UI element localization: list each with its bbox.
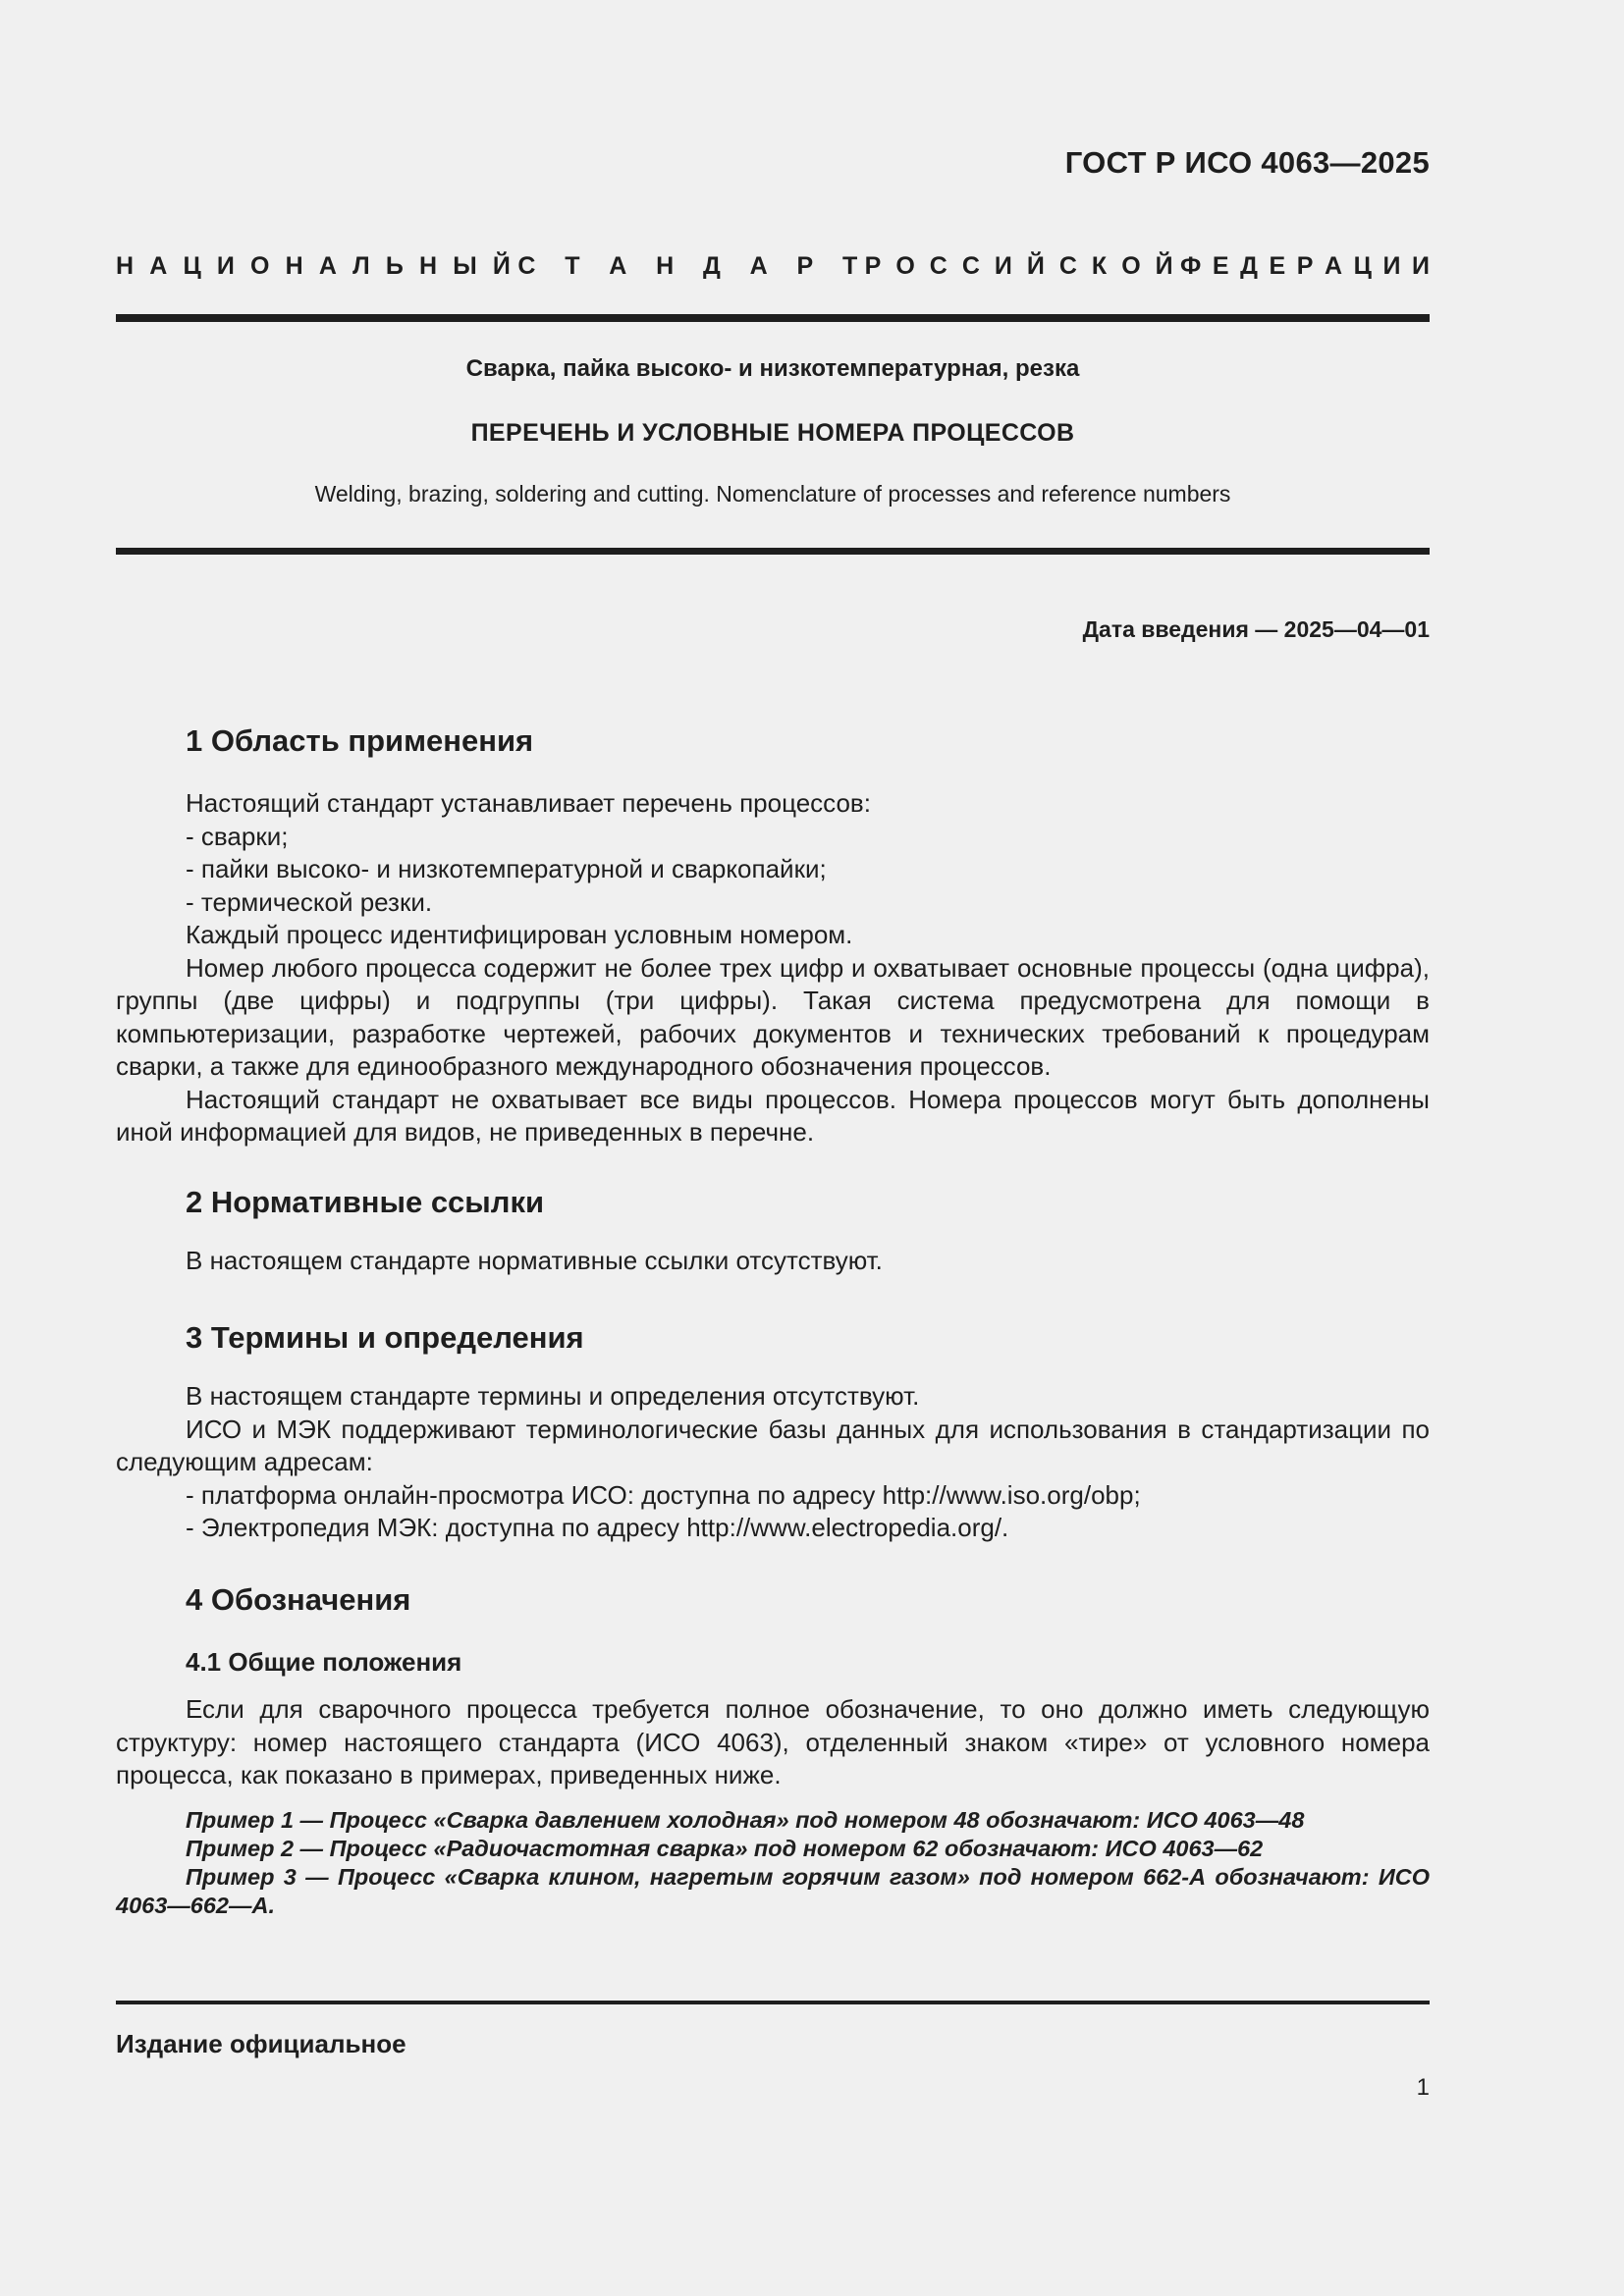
section-2-body xyxy=(116,1245,1430,1278)
example-item: Пример 1 — Процесс «Сварка давлением холодная» под номером 48 обозначают: ИСО 4063—48 xyxy=(186,1807,1305,1833)
page-number: 1 xyxy=(1416,2074,1430,2101)
title-divider xyxy=(116,548,1430,555)
document-title-english: Welding, brazing, soldering and cutting. Nomenclature of processes and reference numbers xyxy=(314,481,1231,507)
scope-list-item: - сварки; xyxy=(186,821,289,851)
national-standard-banner xyxy=(116,252,1430,281)
top-divider xyxy=(116,314,1430,322)
document-subtitle: Сварка, пайка высоко- и низкотемпературная, резка xyxy=(465,355,1080,382)
section-1-body xyxy=(116,787,1430,1149)
scope-list-item: - пайки высоко- и низкотемпературной и сваркопайки; xyxy=(186,854,827,883)
section-3-heading: 3 Термины и определения xyxy=(186,1320,584,1355)
section-4-heading: 4 Обозначения xyxy=(186,1582,411,1617)
designation-paragraph: Если для сварочного процесса требуется полное обозначение, то оно должно иметь следующую структуру: номер настоящего стандарта (ИСО 4063), отделенный знаком «тире» от условного номера процесса, как показано в примерах, приведенных ниже. xyxy=(116,1694,1430,1789)
scope-paragraph: Настоящий стандарт не охватывает все виды процессов. Номера процессов могут быть дополнены иной информацией для видов, не приведенных в перечне. xyxy=(116,1084,1430,1147)
scope-list-item: - термической резки. xyxy=(186,886,433,917)
banner-word: Р О С С И Й С К О Й xyxy=(864,252,1173,280)
scope-line: Настоящий стандарт устанавливает перечень процессов: xyxy=(186,788,871,818)
terms-line: В настоящем стандарте термины и определения отсутствуют. xyxy=(186,1381,920,1411)
official-edition-label: Издание официальное xyxy=(116,2029,406,2058)
document-number: ГОСТ Р ИСО 4063—2025 xyxy=(1064,145,1430,180)
example-item: Пример 2 — Процесс «Радиочастотная сварка» под номером 62 обозначают: ИСО 4063—62 xyxy=(186,1836,1264,1861)
terms-list-item: - платформа онлайн-просмотра ИСО: доступна по адресу http://www.iso.org/obp; xyxy=(186,1479,1141,1510)
banner-word: Н А Ц И О Н А Л Ь Н Ы Й xyxy=(116,252,511,280)
banner-word: С Т А Н Д А Р Т xyxy=(517,252,858,280)
document-title: ПЕРЕЧЕНЬ И УСЛОВНЫЕ НОМЕРА ПРОЦЕССОВ xyxy=(470,419,1075,447)
introduction-date: Дата введения — 2025—04—01 xyxy=(1082,616,1430,642)
terms-list-item: - Электропедия МЭК: доступна по адресу http://www.electropedia.org/. xyxy=(186,1513,1009,1542)
normative-references-text: В настоящем стандарте нормативные ссылки отсутствуют. xyxy=(186,1246,883,1275)
scope-line: Каждый процесс идентифицирован условным номером. xyxy=(186,920,853,949)
section-1-heading: 1 Область применения xyxy=(186,723,534,758)
footer-divider xyxy=(116,2001,1430,2004)
section-3-body xyxy=(116,1380,1430,1545)
scope-paragraph: Номер любого процесса содержит не более трех цифр и охватывает основные процессы (одна цифра), группы (две цифры) и подгруппы (три цифры). Такая система предусмотрена для помощи в компьютеризации, разработке чертежей, рабочих документов и технических требований к процедурам сварки, а также для единообразного международного обозначения процессов. xyxy=(116,952,1430,1081)
subsection-4-1-heading: 4.1 Общие положения xyxy=(186,1647,462,1677)
example-item: Пример 3 — Процесс «Сварка клином, нагретым горячим газом» под номером 662-А обозначают: ИСО 4063—662—А. xyxy=(116,1864,1430,1918)
section-2-heading: 2 Нормативные ссылки xyxy=(186,1185,545,1219)
document-page xyxy=(116,0,1430,2296)
terms-paragraph: ИСО и МЭК поддерживают терминологические базы данных для использования в стандартизации по следующим адресам: xyxy=(116,1414,1430,1476)
section-4-body xyxy=(116,1693,1430,1792)
examples-block xyxy=(116,1806,1430,1920)
banner-word: Ф Е Д Е Р А Ц И И xyxy=(1179,252,1430,280)
